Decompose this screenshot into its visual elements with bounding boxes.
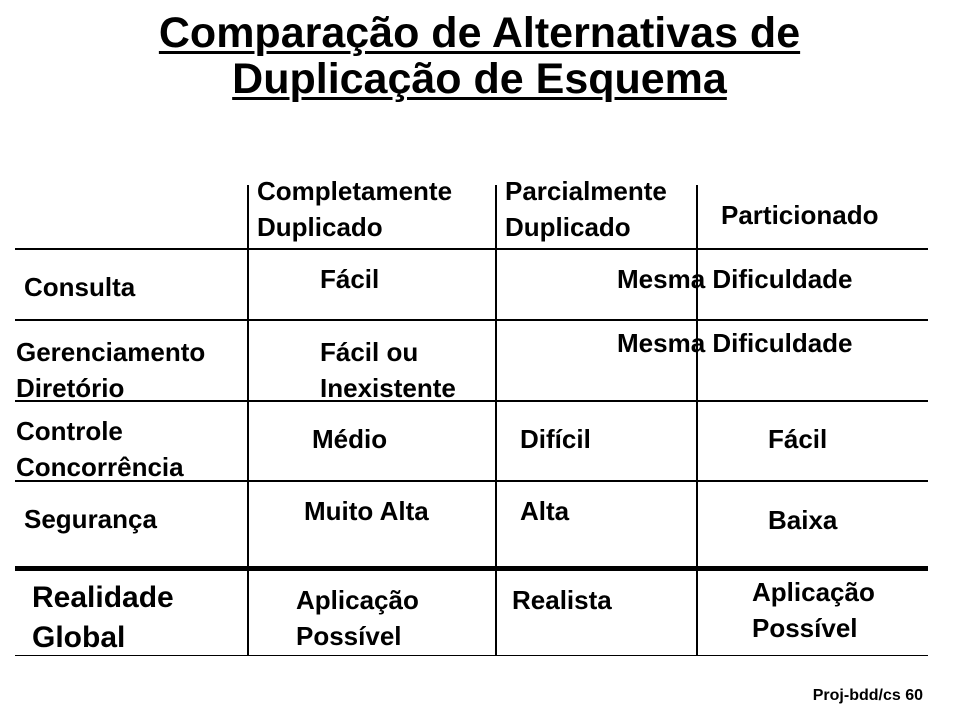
table-horizontal-line-3 — [15, 400, 928, 402]
cell-realidade-partitioned — [752, 574, 875, 646]
slide-title — [0, 10, 959, 102]
row-label-gerenciamento — [16, 334, 205, 400]
header-full-line-2: Duplicado — [257, 212, 383, 242]
row-label-controle-line-2: Concorrência — [16, 452, 184, 480]
cell-consulta-full: Fácil — [320, 264, 380, 294]
row-label-realidade — [32, 578, 174, 656]
cell-realidade-full-line-1: Aplicação — [296, 585, 419, 615]
cell-gerenciamento-full — [320, 334, 456, 400]
row-label-gerenciamento-line-1: Gerenciamento — [16, 337, 206, 367]
cell-realidade-partitioned-line-2: Possível — [752, 613, 858, 643]
row-label-realidade-line-1: Realidade — [32, 581, 174, 614]
table-horizontal-line-1 — [15, 248, 928, 250]
cell-seguranca-full: Muito Alta — [304, 496, 429, 526]
cell-realidade-full-line-2: Possível — [296, 621, 402, 651]
title-line-1: Comparação de Alternativas de — [158, 9, 801, 57]
header-partitioned: Particionado — [721, 200, 879, 230]
header-full-line-1: Completamente — [257, 176, 453, 206]
cell-gerenciamento-full-line-1: Fácil ou — [320, 337, 419, 367]
cell-seguranca-partial: Alta — [520, 496, 570, 526]
table-horizontal-line-thick — [15, 566, 928, 571]
table-horizontal-line-2 — [15, 319, 928, 321]
row-label-controle-line-1: Controle — [16, 416, 123, 446]
cell-controle-partial: Difícil — [520, 424, 591, 454]
header-partial — [505, 173, 667, 245]
cell-controle-full: Médio — [312, 424, 388, 454]
cell-seguranca-partitioned: Baixa — [768, 505, 838, 535]
table-vertical-line-1 — [247, 185, 249, 655]
table-vertical-line-3 — [696, 185, 698, 655]
cell-controle-partitioned: Fácil — [768, 424, 828, 454]
cell-realidade-full — [296, 582, 419, 654]
cell-gerenciamento-rest: Mesma Dificuldade — [617, 328, 853, 358]
header-full — [257, 173, 452, 245]
row-label-seguranca: Segurança — [24, 504, 157, 534]
row-label-realidade-line-2: Global — [32, 621, 126, 654]
table-horizontal-line-4 — [15, 480, 928, 482]
row-label-gerenciamento-line-2: Diretório — [16, 373, 125, 400]
row-label-controle — [16, 413, 184, 480]
header-partial-line-2: Duplicado — [505, 212, 631, 242]
cell-gerenciamento-full-line-2: Inexistente — [320, 373, 456, 400]
cell-realidade-partitioned-line-1: Aplicação — [752, 577, 875, 607]
slide-footer: Proj-bdd/cs 60 — [812, 687, 923, 704]
header-partial-line-1: Parcialmente — [505, 176, 667, 206]
cell-consulta-rest: Mesma Dificuldade — [617, 264, 853, 294]
title-line-2: Duplicação de Esquema — [232, 55, 727, 103]
row-label-consulta: Consulta — [24, 272, 136, 302]
cell-realidade-partial: Realista — [512, 585, 612, 615]
table-vertical-line-2 — [495, 185, 497, 655]
